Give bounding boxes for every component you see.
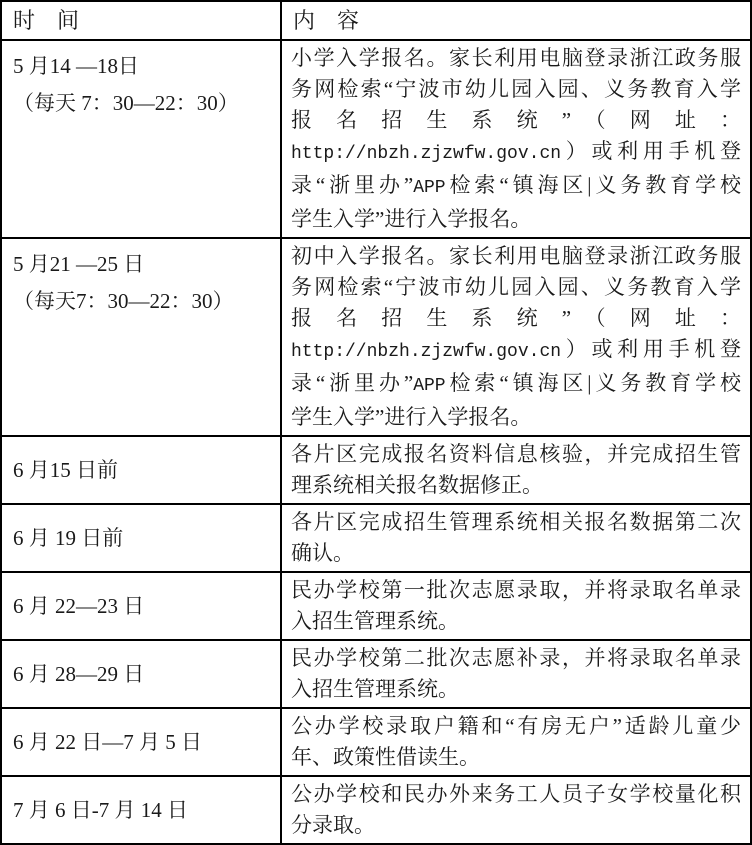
content-text: 公办学校录取户籍和“有房无户”适龄儿童少 <box>291 714 741 738</box>
content-line <box>291 272 741 303</box>
content-text: 入招生管理系统。 <box>291 677 459 701</box>
content-text: 务网检索“宁波市幼儿园入园、义务教育入学 <box>291 77 741 101</box>
time-cell <box>1 504 281 572</box>
table-row <box>1 238 751 436</box>
content-line <box>291 779 741 810</box>
content-line <box>291 74 741 105</box>
time-text: 7 月 6 日-7 月 14 日 <box>13 797 188 822</box>
content-text: 理系统相关报名数据修正。 <box>291 473 543 497</box>
content-cell <box>281 708 751 776</box>
time-cell <box>1 572 281 640</box>
time-text: 5 月21 —25 日 <box>13 252 145 276</box>
content-line <box>291 742 741 773</box>
content-line <box>291 575 741 606</box>
table-row <box>1 640 751 708</box>
content-line <box>291 643 741 674</box>
content-text: ）或利用手机登 <box>561 337 741 361</box>
content-line <box>291 402 741 433</box>
content-line <box>291 470 741 501</box>
table-row <box>1 572 751 640</box>
content-cell <box>281 40 751 238</box>
time-text: 6 月 22—23 日 <box>13 593 145 618</box>
content-text: 检索“镇海区|义务教育学校 <box>445 371 741 395</box>
content-text: 学生入学”进行入学报名。 <box>291 207 532 231</box>
time-text: 6 月15 日前 <box>13 457 118 482</box>
content-text: 民办学校第二批次志愿补录，并将录取名单录 <box>291 646 741 670</box>
content-text: APP <box>413 178 446 198</box>
content-text: 各片区完成招生管理系统相关报名数据第二次 <box>291 510 741 534</box>
header-row <box>1 1 751 40</box>
content-text: 务网检索“宁波市幼儿园入园、义务教育入学 <box>291 275 741 299</box>
content-line <box>291 711 741 742</box>
content-cell <box>281 238 751 436</box>
content-text: ）或利用手机登 <box>561 139 741 163</box>
content-text: 民办学校第一批次志愿录取，并将录取名单录 <box>291 578 741 602</box>
content-text: 录“浙里办” <box>291 371 414 395</box>
time-cell <box>1 238 281 436</box>
time-text: （每天7：30—22：30） <box>13 289 234 313</box>
column-header-content <box>281 1 751 40</box>
content-line <box>291 439 741 470</box>
content-text: 年、政策性借读生。 <box>291 745 480 769</box>
content-cell <box>281 504 751 572</box>
content-text: 各片区完成报名资料信息核验，并完成招生管 <box>291 442 741 466</box>
time-text: 6 月 28—29 日 <box>13 661 145 686</box>
column-header-content-label: 内 容 <box>293 8 360 33</box>
content-text: 检索“镇海区|义务教育学校 <box>445 173 741 197</box>
content-line <box>291 810 741 841</box>
table-row <box>1 40 751 238</box>
time-cell <box>1 40 281 238</box>
content-line <box>291 170 741 204</box>
content-cell <box>281 776 751 844</box>
content-line <box>291 241 741 272</box>
content-line <box>291 538 741 569</box>
time-cell <box>1 640 281 708</box>
content-cell <box>281 436 751 504</box>
content-line <box>291 507 741 538</box>
url-text: http://nbzh.zjzwfw.gov.cn <box>291 342 562 362</box>
content-text: 学生入学”进行入学报名。 <box>291 405 532 429</box>
column-header-time <box>1 1 281 40</box>
url-text: http://nbzh.zjzwfw.gov.cn <box>291 144 562 164</box>
table-row <box>1 504 751 572</box>
content-line <box>291 204 741 235</box>
time-cell <box>1 436 281 504</box>
time-text: 6 月 19 日前 <box>13 525 124 550</box>
time-cell <box>1 776 281 844</box>
content-cell <box>281 572 751 640</box>
time-cell <box>1 708 281 776</box>
schedule-table-body <box>1 40 751 844</box>
content-text: 报名招生系统”（网址： <box>291 108 741 132</box>
content-text: 报名招生系统”（网址： <box>291 306 741 330</box>
content-line <box>291 105 741 136</box>
content-text: APP <box>413 376 446 396</box>
time-text: 6 月 22 日—7 月 5 日 <box>13 729 202 754</box>
content-line <box>291 368 741 402</box>
content-cell <box>281 640 751 708</box>
content-line <box>291 674 741 705</box>
content-text: 公办学校和民办外来务工人员子女学校量化积 <box>291 782 741 806</box>
content-line <box>291 303 741 334</box>
content-text: 入招生管理系统。 <box>291 609 459 633</box>
content-text: 小学入学报名。家长利用电脑登录浙江政务服 <box>291 46 741 70</box>
table-row <box>1 776 751 844</box>
content-text: 确认。 <box>291 541 354 565</box>
content-text: 分录取。 <box>291 813 375 837</box>
table-row <box>1 708 751 776</box>
content-text: 初中入学报名。家长利用电脑登录浙江政务服 <box>291 244 741 268</box>
time-text: 5 月14 —18日 <box>13 54 139 78</box>
content-text: 录“浙里办” <box>291 173 414 197</box>
content-line <box>291 43 741 74</box>
time-text: （每天 7：30—22：30） <box>13 91 239 115</box>
content-line <box>291 136 741 170</box>
table-row <box>1 436 751 504</box>
content-line <box>291 334 741 368</box>
content-line <box>291 606 741 637</box>
column-header-time-label: 时 间 <box>13 8 80 33</box>
